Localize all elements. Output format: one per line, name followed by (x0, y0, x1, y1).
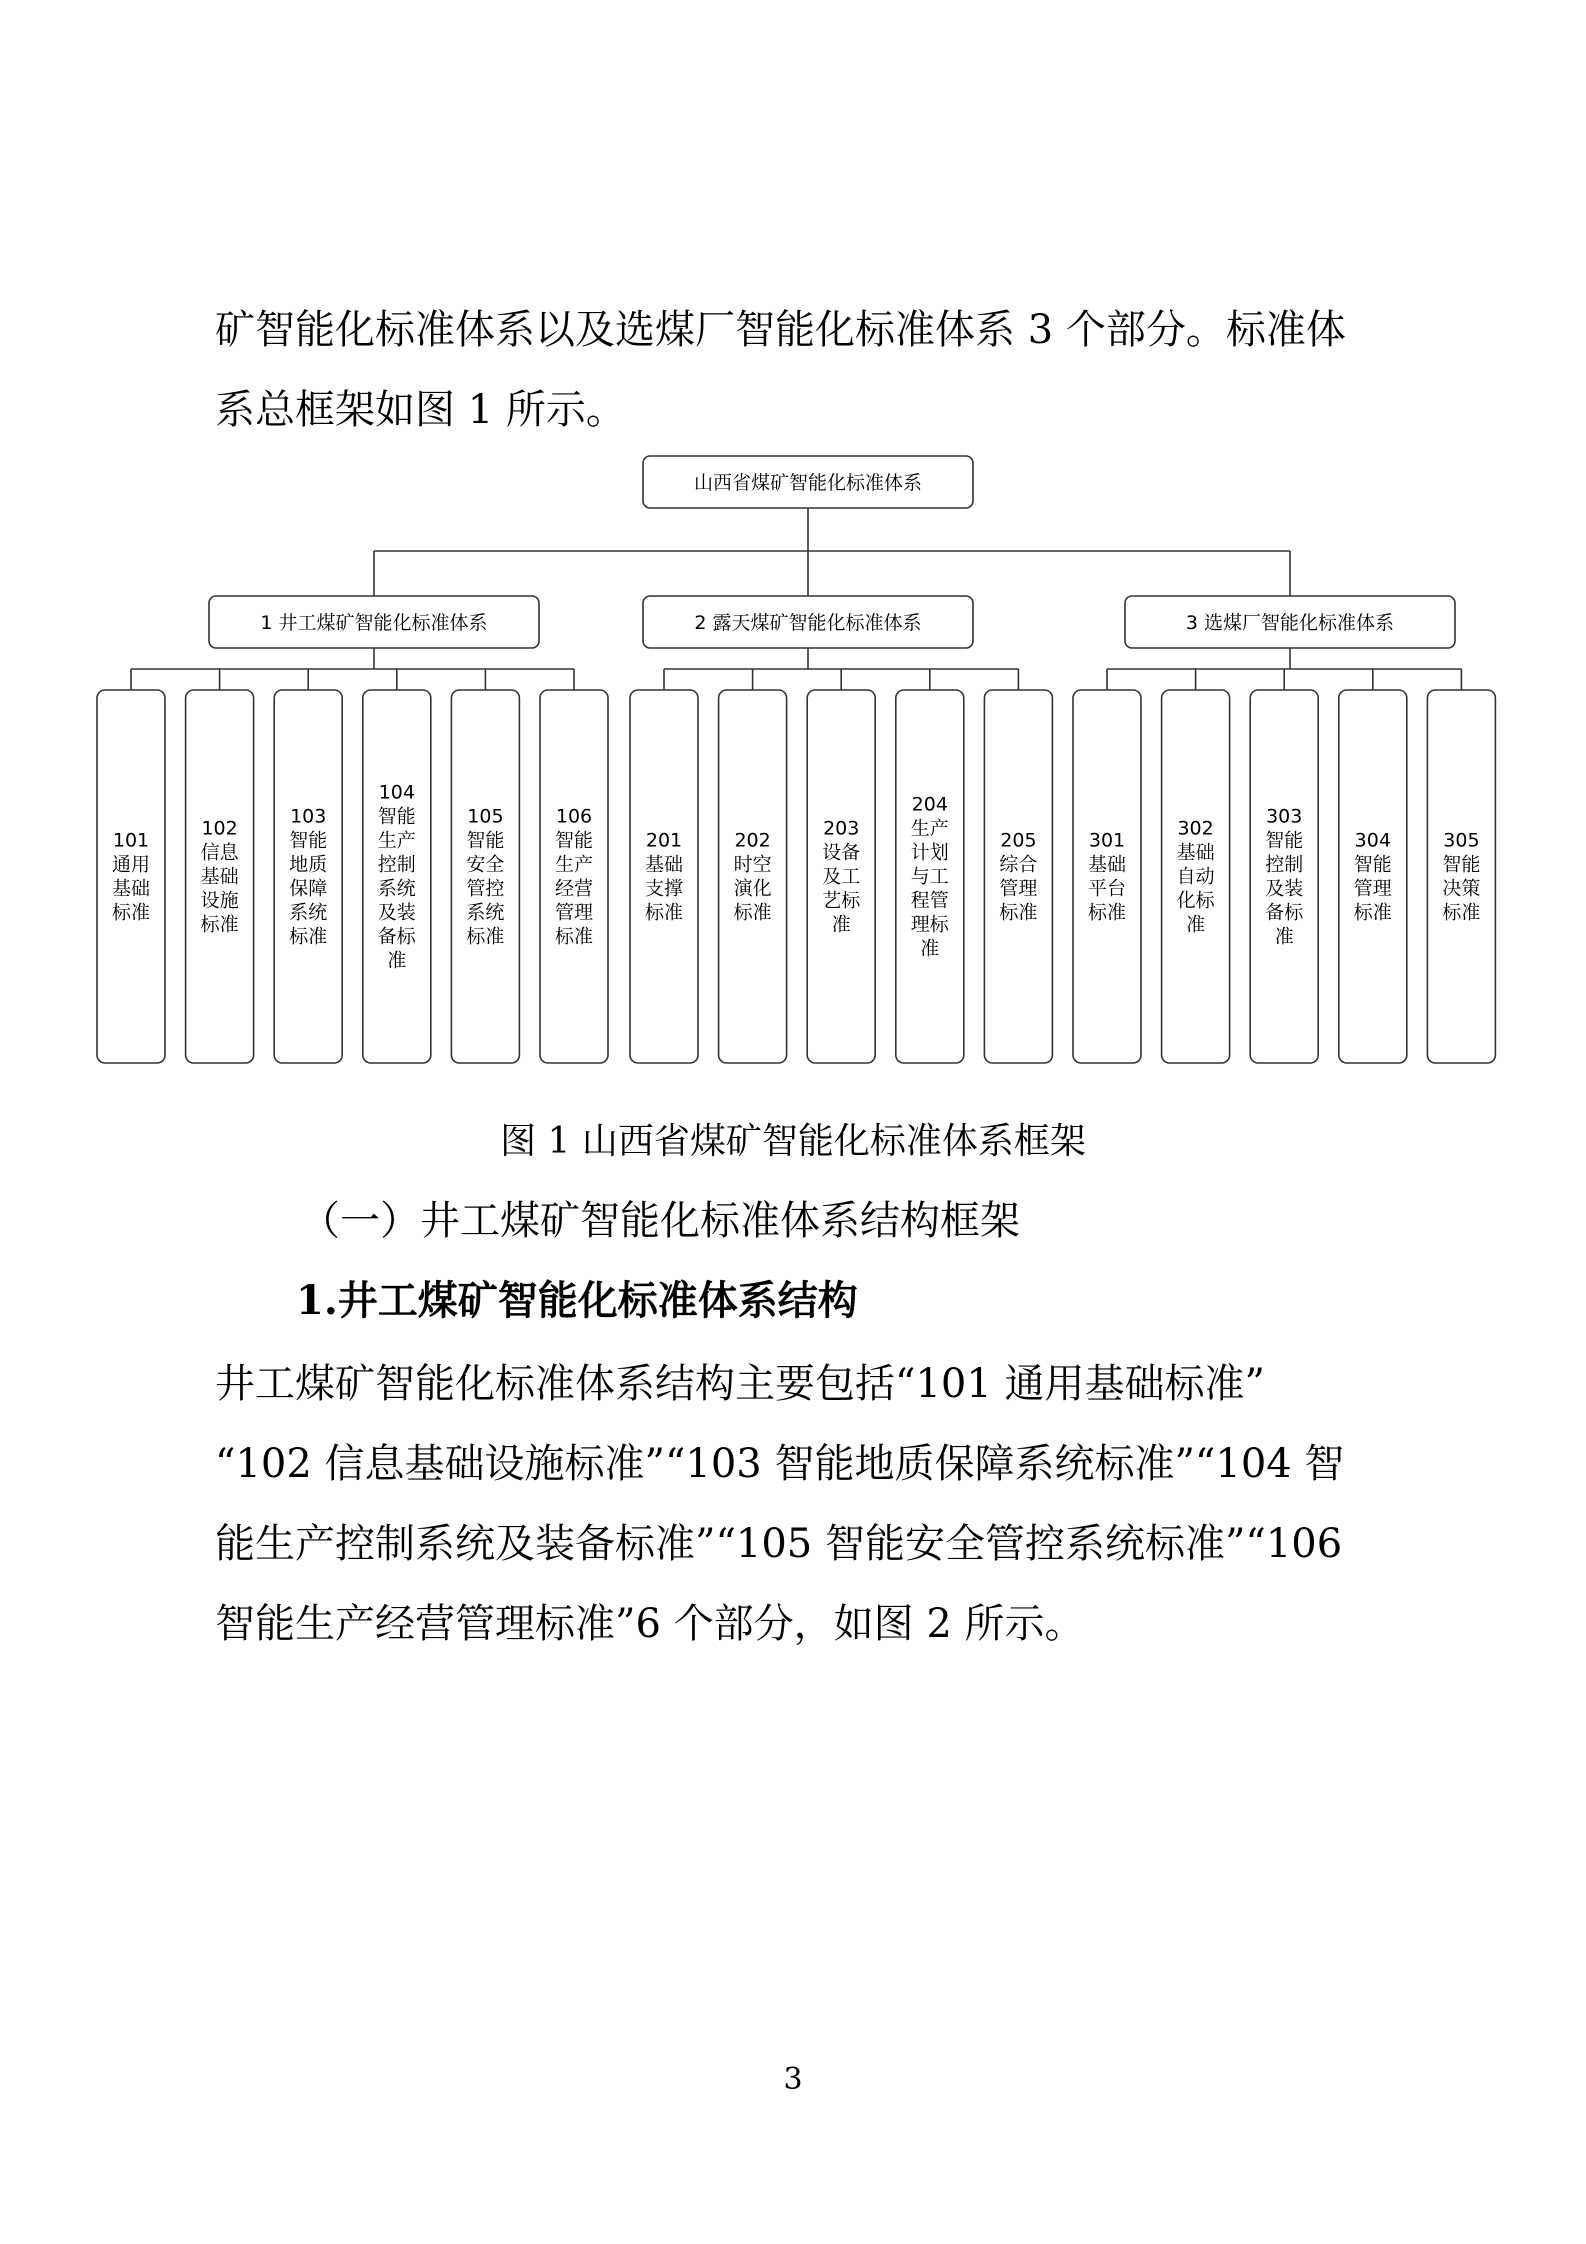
standards-framework-diagram (0, 0, 1586, 1100)
leaf-node-label: 105 智能安全管控系统标准 (466, 805, 505, 948)
group-node-label: 3 选煤厂智能化标准体系 (1185, 612, 1395, 634)
leaf-node-label: 205 综合管理标准 (999, 829, 1038, 924)
leaf-node-box (451, 690, 519, 1063)
leaf-node-label: 204 生产计划与工程管理标准 (910, 793, 949, 960)
leaf-node-label: 102 信息基础设施标准 (200, 817, 239, 936)
intro-line-2: 系总框架如图 1 所示。 (215, 387, 626, 433)
leaf-node-label: 201 基础支撑标准 (644, 829, 684, 924)
leaf-node-box (984, 690, 1052, 1063)
section-heading: （一）井工煤矿智能化标准体系结构框架 (300, 1198, 1020, 1244)
leaf-node-box (1427, 690, 1495, 1063)
leaf-node-label: 302 基础自动化标准 (1176, 817, 1215, 936)
leaf-node-label: 202 时空演化标准 (733, 829, 772, 924)
leaf-node-box (1339, 690, 1407, 1063)
root-node-label: 山西省煤矿智能化标准体系 (693, 472, 923, 494)
leaf-node-box (1250, 690, 1318, 1063)
leaf-node-box (1073, 690, 1141, 1063)
leaf-node-label: 303 智能控制及装备标准 (1265, 805, 1304, 948)
group-node-label: 1 井工煤矿智能化标准体系 (260, 612, 488, 634)
leaf-node-box (363, 690, 431, 1063)
leaf-node-label: 104 智能生产控制系统及装备标准 (377, 781, 416, 972)
figure-caption: 图 1 山西省煤矿智能化标准体系框架 (500, 1121, 1086, 1162)
intro-line-1: 矿智能化标准体系以及选煤厂智能化标准体系 3 个部分。标准体 (215, 307, 1346, 353)
leaf-node-label: 101 通用基础标准 (111, 829, 151, 924)
leaf-node-label: 106 智能生产经营管理标准 (554, 805, 594, 948)
leaf-node-label: 304 智能管理标准 (1353, 829, 1392, 924)
body-line-3: 能生产控制系统及装备标准”“105 智能安全管控系统标准”“106 (215, 1521, 1343, 1567)
diagram-nodes (97, 456, 1495, 1063)
leaf-node-box (719, 690, 787, 1063)
leaf-node-label: 103 智能地质保障系统标准 (289, 805, 328, 948)
leaf-node-label: 203 设备及工艺标准 (822, 817, 861, 936)
leaf-node-box (540, 690, 608, 1063)
subsection-heading: 1.井工煤矿智能化标准体系结构 (296, 1277, 858, 1324)
body-line-1: 井工煤矿智能化标准体系结构主要包括“101 通用基础标准” (215, 1361, 1265, 1407)
leaf-node-label: 305 智能决策标准 (1442, 829, 1481, 924)
group-node-label: 2 露天煤矿智能化标准体系 (694, 612, 922, 634)
leaf-node-box (274, 690, 342, 1063)
leaf-node-box (630, 690, 698, 1063)
page-number: 3 (783, 2062, 803, 2097)
body-line-4: 智能生产经营管理标准”6 个部分，如图 2 所示。 (215, 1601, 1085, 1647)
leaf-node-box (97, 690, 165, 1063)
leaf-node-label: 301 基础平台标准 (1087, 829, 1127, 924)
body-line-2: “102 信息基础设施标准”“103 智能地质保障系统标准”“104 智 (215, 1441, 1345, 1487)
